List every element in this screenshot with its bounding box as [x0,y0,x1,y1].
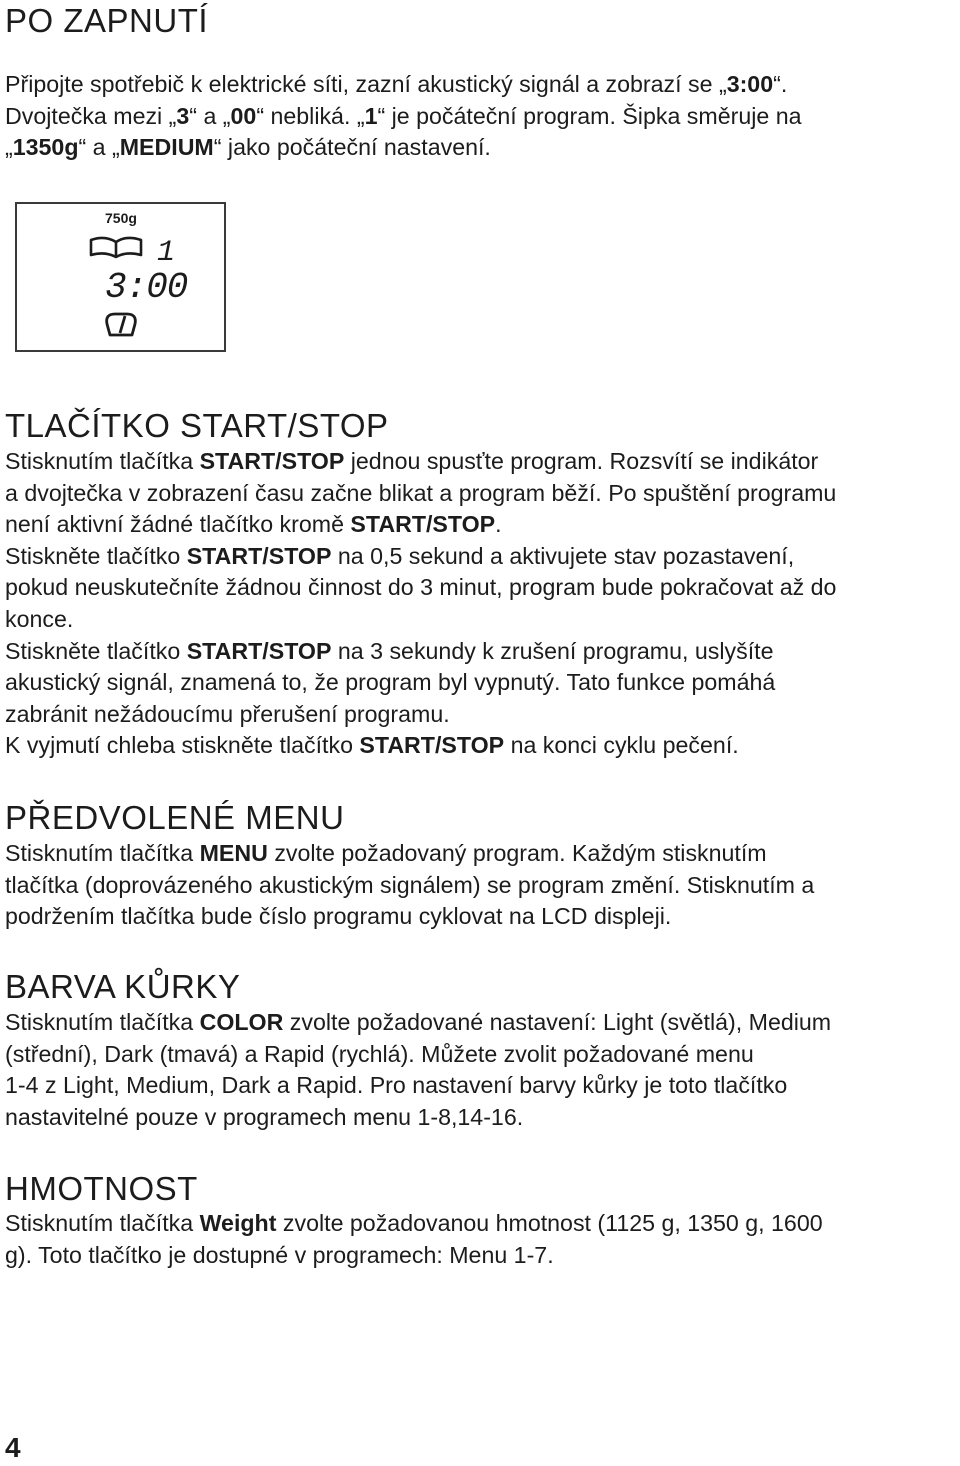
section-title-start-stop: TLAČÍTKO START/STOP [5,407,389,444]
page-number: 4 [5,1432,21,1463]
lcd-program-number: 1 [157,236,176,270]
lcd-display [15,202,226,352]
section-text-hmotnost: Stisknutím tlačítka Weight zvolte požadovanou hmotnost (1125 g, 1350 g, 1600 g). Toto tlačítko je dostupné v programech: Menu 1-7. [5,1210,823,1268]
section-text-predvolene-menu: Stisknutím tlačítka MENU zvolte požadovaný program. Každým stisknutím tlačítka (doprovázeného akustickým signálem) se program změní. Stisknutím a podržením tlačítka bude číslo programu cyklovat na LCD displeji. [5,840,815,930]
lcd-time: 3:00 [105,267,188,308]
section-text-start-stop: Stisknutím tlačítka START/STOP jednou spusťte program. Rozsvítí se indikátor a dvojtečka v zobrazení času začne blikat a program běží. Po spuštění programu není aktivní žádné tlačítko kromě START/STOP. Stiskněte tlačítko START/STOP na 0,5 sekund a aktivujete stav pozastavení, pokud neuskutečníte žádnou činnost do 3 minut, program bude pokračovat až do konce. Stiskněte tlačítko START/STOP na 3 sekundy k zrušení programu, uslyšíte akustický signál, znamená to, že program byl vypnutý. Tato funkce pomáhá zabránit nežádoucímu přerušení programu. K vyjmutí chleba stiskněte tlačítko START/STOP na konci cyklu pečení. [5,448,837,759]
section-title-hmotnost: HMOTNOST [5,1170,198,1207]
open-book-icon [91,238,141,257]
bread-loaf-icon [107,314,136,335]
section-title-predvolene-menu: PŘEDVOLENÉ MENU [5,799,345,836]
section-title-barva-kurky: BARVA KŮRKY [5,968,241,1005]
section-title-po-zapnuti: PO ZAPNUTÍ [5,2,209,39]
lcd-display-graphic [17,204,224,350]
section-text-po-zapnuti: Připojte spotřebič k elektrické síti, zazní akustický signál a zobrazí se „3:00“. Dvojtečka mezi „3“ a „00“ nebliká. „1“ je počáteční program. Šipka směruje na „1350g“ a „MEDIUM“ jako počáteční nastavení. [5,71,802,161]
lcd-weight-label: 750g [105,210,137,226]
section-text-barva-kurky: Stisknutím tlačítka COLOR zvolte požadované nastavení: Light (světlá), Medium (střední), Dark (tmavá) a Rapid (rychlá). Můžete zvolit požadované menu 1-4 z Light, Medium, Dark a Rapid. Pro nastavení barvy kůrky je toto tlačítko nastavitelné pouze v programech menu 1-8,14-16. [5,1009,832,1130]
